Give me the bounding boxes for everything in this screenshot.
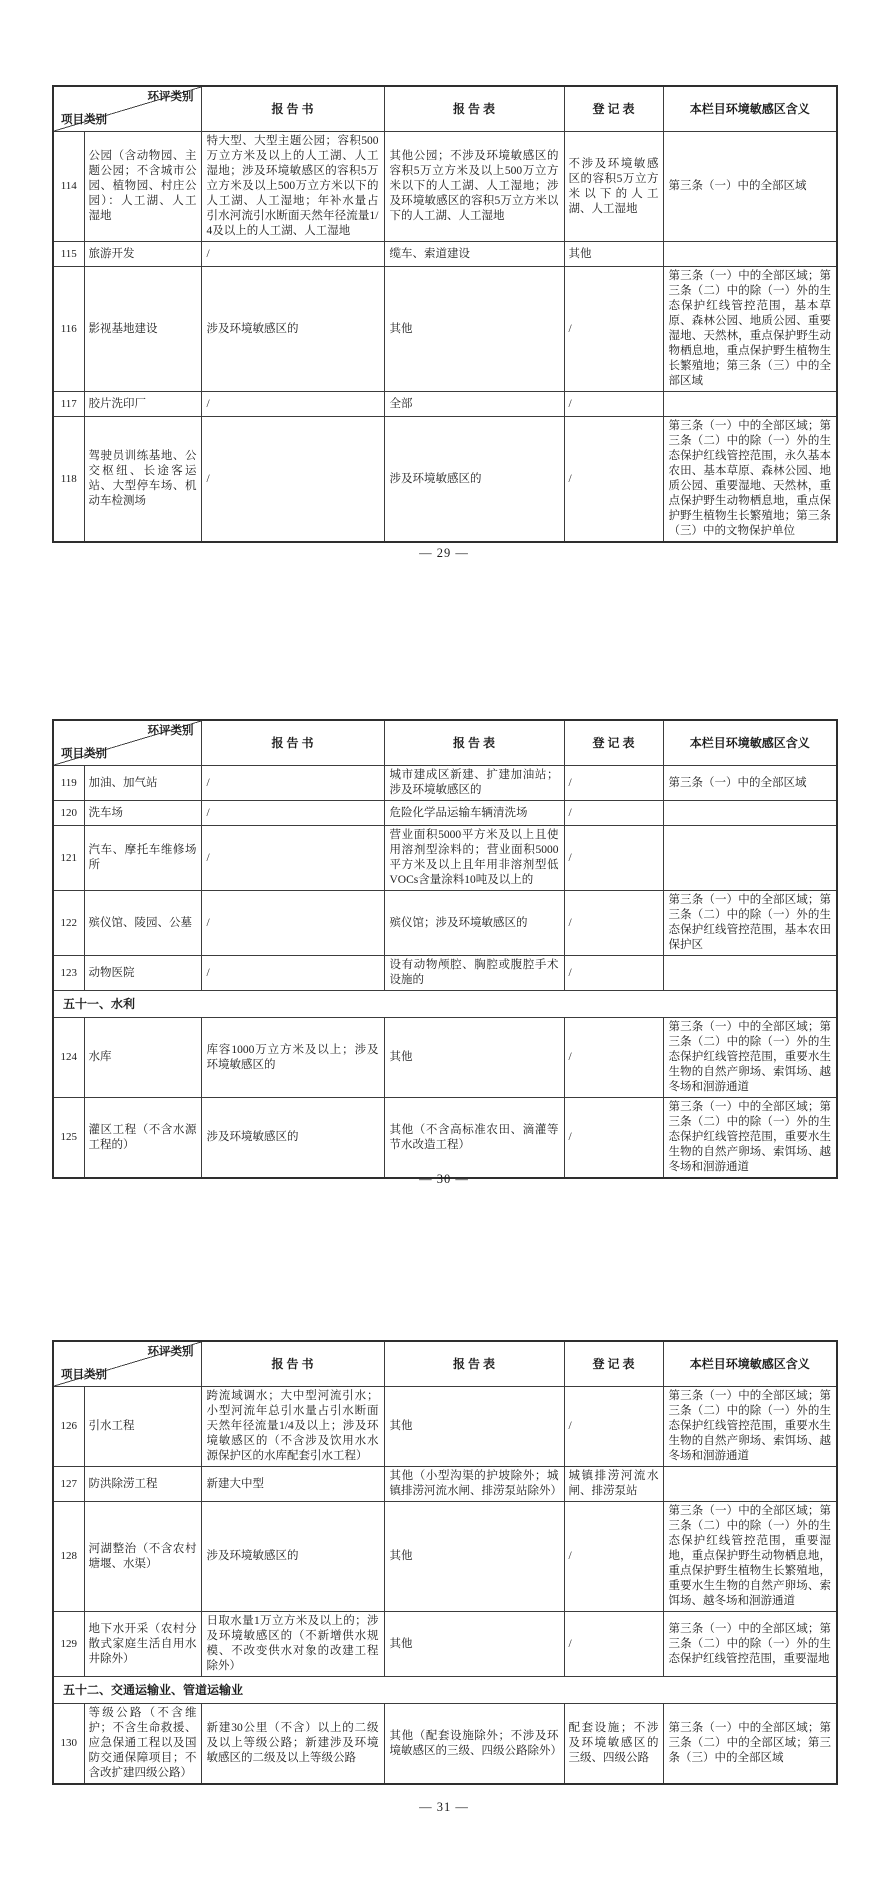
report-form-cell: 缆车、索道建设 <box>384 242 564 267</box>
row-number-cell: 125 <box>53 1098 84 1179</box>
register-form-cell: 城镇排涝河流水闸、排涝泵站 <box>564 1467 663 1502</box>
report-form-cell: 其他 <box>384 267 564 392</box>
table-header-row <box>53 86 837 132</box>
report-form-cell: 危险化学品运输车辆清洗场 <box>384 801 564 826</box>
column-header-sensitive-area-meaning: 本栏目环境敏感区含义 <box>663 1341 837 1387</box>
eia-category-table-page-29 <box>52 85 838 543</box>
project-category-cell: 水库 <box>84 1018 201 1098</box>
row-number-cell: 118 <box>53 417 84 543</box>
section-header: 五十二、交通运输业、管道运输业 <box>53 1677 837 1704</box>
project-category-cell: 灌区工程（不含水源工程的） <box>84 1098 201 1179</box>
page-number-30: — 30 — <box>419 1172 469 1186</box>
report-book-cell: / <box>201 801 384 826</box>
page-number-29: — 29 — <box>419 546 469 560</box>
row-number-cell: 115 <box>53 242 84 267</box>
table-row <box>53 1387 837 1467</box>
register-form-cell: / <box>564 826 663 891</box>
project-category-cell: 公园（含动物园、主题公园；不含城市公园、植物园、村庄公园）：人工湖、人工湿地 <box>84 132 201 242</box>
row-number-cell: 121 <box>53 826 84 891</box>
report-form-cell: 其他（配套设施除外；不涉及环境敏感区的三级、四级公路除外） <box>384 1704 564 1785</box>
report-form-cell: 其他 <box>384 1612 564 1677</box>
row-number-cell: 116 <box>53 267 84 392</box>
table-row <box>53 1612 837 1677</box>
project-category-cell: 防洪除涝工程 <box>84 1467 201 1502</box>
eia-category-table-page-30 <box>52 719 838 1179</box>
row-number-cell: 123 <box>53 956 84 991</box>
register-form-cell: / <box>564 956 663 991</box>
sensitive-area-meaning-cell <box>663 392 837 417</box>
row-number-cell: 122 <box>53 891 84 956</box>
register-form-cell: / <box>564 801 663 826</box>
table-header-row <box>53 1341 837 1387</box>
sensitive-area-meaning-cell: 第三条（一）中的全部区域；第三条（二）中的除（一）外的生态保护红线管控范围，重要湿地 <box>663 1612 837 1677</box>
section-row <box>53 1677 837 1704</box>
row-number-cell: 120 <box>53 801 84 826</box>
sensitive-area-meaning-cell: 第三条（一）中的全部区域；第三条（二）中的除（一）外的生态保护红线管控范围，基本农田保护区 <box>663 891 837 956</box>
register-form-cell: / <box>564 417 663 543</box>
column-header-report-form: 报 告 表 <box>384 86 564 132</box>
report-book-cell: / <box>201 392 384 417</box>
project-category-cell: 河湖整治（不含农村塘堰、水渠） <box>84 1502 201 1612</box>
register-form-cell: 其他 <box>564 242 663 267</box>
sensitive-area-meaning-cell <box>663 826 837 891</box>
table-sheet-page-30 <box>52 719 836 1179</box>
row-number-cell: 129 <box>53 1612 84 1677</box>
report-book-cell: 日取水量1万立方米及以上的；涉及环境敏感区的（不新增供水规模、不改变供水对象的改建工程除外） <box>201 1612 384 1677</box>
report-form-cell: 其他（不含高标准农田、滴灌等节水改造工程） <box>384 1098 564 1179</box>
sensitive-area-meaning-cell: 第三条（一）中的全部区域 <box>663 132 837 242</box>
sensitive-area-meaning-cell <box>663 1467 837 1502</box>
table-row <box>53 1467 837 1502</box>
diagonal-corner-cell <box>53 86 201 132</box>
report-book-cell: 涉及环境敏感区的 <box>201 267 384 392</box>
row-number-cell: 119 <box>53 766 84 801</box>
project-category-cell: 驾驶员训练基地、公交枢纽、长途客运站、大型停车场、机动车检测场 <box>84 417 201 543</box>
row-number-cell: 130 <box>53 1704 84 1785</box>
project-category-cell: 等级公路（不含维护；不含生命救援、应急保通工程以及国防交通保障项目；不含改扩建四级公路） <box>84 1704 201 1785</box>
corner-label-project-category: 项目类别 <box>61 748 107 760</box>
sensitive-area-meaning-cell: 第三条（一）中的全部区域；第三条（二）中的除（一）外的生态保护红线管控范围，重要湿地，重点保护野生动物栖息地，重点保护野生植物生长繁殖地，重要水生生物的自然产卵场、索饵场、越冬场和洄游通道 <box>663 1502 837 1612</box>
register-form-cell: / <box>564 891 663 956</box>
table-row <box>53 766 837 801</box>
corner-label-eia-category: 环评类别 <box>147 1346 194 1358</box>
table-row <box>53 1704 837 1785</box>
column-header-register-form: 登 记 表 <box>564 1341 663 1387</box>
report-form-cell: 其他公园；不涉及环境敏感区的容积5万立方米及以上500万立方米以下的人工湖、人工湿地；涉及环境敏感区的容积5万立方米以下的人工湖、人工湿地 <box>384 132 564 242</box>
sensitive-area-meaning-cell: 第三条（一）中的全部区域；第三条（二）中的除（一）外的生态保护红线管控范围，基本草原、森林公园、地质公园、重要湿地、天然林，重点保护野生动物栖息地，重点保护野生植物生长繁殖地；第三条（三）中的全部区域 <box>663 267 837 392</box>
row-number-cell: 127 <box>53 1467 84 1502</box>
row-number-cell: 117 <box>53 392 84 417</box>
report-form-cell: 其他 <box>384 1502 564 1612</box>
report-book-cell: / <box>201 891 384 956</box>
column-header-report-form: 报 告 表 <box>384 1341 564 1387</box>
project-category-cell: 动物医院 <box>84 956 201 991</box>
report-form-cell: 殡仪馆；涉及环境敏感区的 <box>384 891 564 956</box>
report-book-cell: / <box>201 826 384 891</box>
table-row <box>53 132 837 242</box>
project-category-cell: 地下水开采（农村分散式家庭生活自用水井除外） <box>84 1612 201 1677</box>
column-header-report-book: 报 告 书 <box>201 720 384 766</box>
register-form-cell: / <box>564 1018 663 1098</box>
report-book-cell: 新建30公里（不含）以上的二级及以上等级公路；新建涉及环境敏感区的二级及以上等级公路 <box>201 1704 384 1785</box>
report-form-cell: 全部 <box>384 392 564 417</box>
eia-category-table-page-31 <box>52 1340 838 1785</box>
table-row <box>53 392 837 417</box>
table-row <box>53 242 837 267</box>
page-number-31: — 31 — <box>419 1800 469 1814</box>
project-category-cell: 胶片洗印厂 <box>84 392 201 417</box>
table-body <box>53 1387 837 1785</box>
report-form-cell: 设有动物颅腔、胸腔或腹腔手术设施的 <box>384 956 564 991</box>
table-row <box>53 417 837 543</box>
project-category-cell: 旅游开发 <box>84 242 201 267</box>
row-number-cell: 124 <box>53 1018 84 1098</box>
diagonal-corner-cell <box>53 1341 201 1387</box>
table-row <box>53 1098 837 1179</box>
project-category-cell: 汽车、摩托车维修场所 <box>84 826 201 891</box>
report-form-cell: 其他 <box>384 1018 564 1098</box>
sensitive-area-meaning-cell: 第三条（一）中的全部区域；第三条（二）中的除（一）外的生态保护红线管控范围，永久基本农田、基本草原、森林公园、地质公园、重要湿地、天然林，重点保护野生动物栖息地，重点保护野生植物生长繁殖地；第三条（三）中的文物保护单位 <box>663 417 837 543</box>
corner-label-project-category: 项目类别 <box>61 114 107 126</box>
report-book-cell: / <box>201 956 384 991</box>
diagonal-corner-cell <box>53 720 201 766</box>
sensitive-area-meaning-cell: 第三条（一）中的全部区域；第三条（二）中的除（一）外的生态保护红线管控范围，重要水生生物的自然产卵场、索饵场、越冬场和洄游通道 <box>663 1018 837 1098</box>
table-row <box>53 267 837 392</box>
report-form-cell: 其他（小型沟渠的护坡除外；城镇排涝河流水闸、排涝泵站除外） <box>384 1467 564 1502</box>
report-book-cell: 跨流域调水；大中型河流引水；小型河流年总引水量占引水断面天然年径流量1/4及以上；涉及环境敏感区的（不含涉及饮用水水源保护区的水库配套引水工程） <box>201 1387 384 1467</box>
column-header-sensitive-area-meaning: 本栏目环境敏感区含义 <box>663 720 837 766</box>
project-category-cell: 影视基地建设 <box>84 267 201 392</box>
column-header-sensitive-area-meaning: 本栏目环境敏感区含义 <box>663 86 837 132</box>
report-book-cell: 库容1000万立方米及以上；涉及环境敏感区的 <box>201 1018 384 1098</box>
table-row <box>53 1018 837 1098</box>
register-form-cell: / <box>564 1502 663 1612</box>
register-form-cell: 不涉及环境敏感区的容积5万立方米以下的人工湖、人工湿地 <box>564 132 663 242</box>
corner-label-eia-category: 环评类别 <box>147 91 194 103</box>
table-row <box>53 801 837 826</box>
sensitive-area-meaning-cell: 第三条（一）中的全部区域 <box>663 766 837 801</box>
sensitive-area-meaning-cell: 第三条（一）中的全部区域；第三条（二）中的除（一）外的生态保护红线管控范围，重要水生生物的自然产卵场、索饵场、越冬场和洄游通道 <box>663 1387 837 1467</box>
sensitive-area-meaning-cell <box>663 242 837 267</box>
register-form-cell: / <box>564 766 663 801</box>
row-number-cell: 114 <box>53 132 84 242</box>
row-number-cell: 128 <box>53 1502 84 1612</box>
register-form-cell: 配套设施；不涉及环境敏感区的三级、四级公路 <box>564 1704 663 1785</box>
register-form-cell: / <box>564 392 663 417</box>
project-category-cell: 引水工程 <box>84 1387 201 1467</box>
column-header-register-form: 登 记 表 <box>564 86 663 132</box>
report-book-cell: 涉及环境敏感区的 <box>201 1502 384 1612</box>
register-form-cell: / <box>564 1387 663 1467</box>
project-category-cell: 殡仪馆、陵园、公墓 <box>84 891 201 956</box>
column-header-report-form: 报 告 表 <box>384 720 564 766</box>
report-form-cell: 其他 <box>384 1387 564 1467</box>
table-body <box>53 766 837 1179</box>
report-book-cell: 涉及环境敏感区的 <box>201 1098 384 1179</box>
register-form-cell: / <box>564 1098 663 1179</box>
report-form-cell: 城市建成区新建、扩建加油站；涉及环境敏感区的 <box>384 766 564 801</box>
report-form-cell: 涉及环境敏感区的 <box>384 417 564 543</box>
sensitive-area-meaning-cell: 第三条（一）中的全部区域；第三条（二）中的全部区域；第三条（三）中的全部区域 <box>663 1704 837 1785</box>
section-header: 五十一、水利 <box>53 991 837 1018</box>
section-row <box>53 991 837 1018</box>
project-category-cell: 加油、加气站 <box>84 766 201 801</box>
sensitive-area-meaning-cell <box>663 956 837 991</box>
report-form-cell: 营业面积5000平方米及以上且使用溶剂型涂料的；营业面积5000平方米及以上且年用非溶剂型低VOCs含量涂料10吨及以上的 <box>384 826 564 891</box>
sensitive-area-meaning-cell: 第三条（一）中的全部区域；第三条（二）中的除（一）外的生态保护红线管控范围，重要水生生物的自然产卵场、索饵场、越冬场和洄游通道 <box>663 1098 837 1179</box>
report-book-cell: 特大型、大型主题公园；容积500万立方米及以上的人工湖、人工湿地；涉及环境敏感区的容积5万立方米及以上500万立方米以下的人工湖、人工湿地；年补水量占引水河流引水断面天然年径流量1/4及以上的人工湖、人工湿地 <box>201 132 384 242</box>
report-book-cell: 新建大中型 <box>201 1467 384 1502</box>
table-row <box>53 826 837 891</box>
column-header-report-book: 报 告 书 <box>201 86 384 132</box>
project-category-cell: 洗车场 <box>84 801 201 826</box>
table-row <box>53 956 837 991</box>
table-sheet-page-31 <box>52 1340 836 1785</box>
table-row <box>53 1502 837 1612</box>
table-header-row <box>53 720 837 766</box>
corner-label-eia-category: 环评类别 <box>147 725 194 737</box>
report-book-cell: / <box>201 242 384 267</box>
register-form-cell: / <box>564 1612 663 1677</box>
column-header-report-book: 报 告 书 <box>201 1341 384 1387</box>
column-header-register-form: 登 记 表 <box>564 720 663 766</box>
report-book-cell: / <box>201 417 384 543</box>
table-row <box>53 891 837 956</box>
table-body <box>53 132 837 543</box>
table-sheet-page-29 <box>52 85 836 543</box>
corner-label-project-category: 项目类别 <box>61 1369 107 1381</box>
register-form-cell: / <box>564 267 663 392</box>
report-book-cell: / <box>201 766 384 801</box>
sensitive-area-meaning-cell <box>663 801 837 826</box>
row-number-cell: 126 <box>53 1387 84 1467</box>
